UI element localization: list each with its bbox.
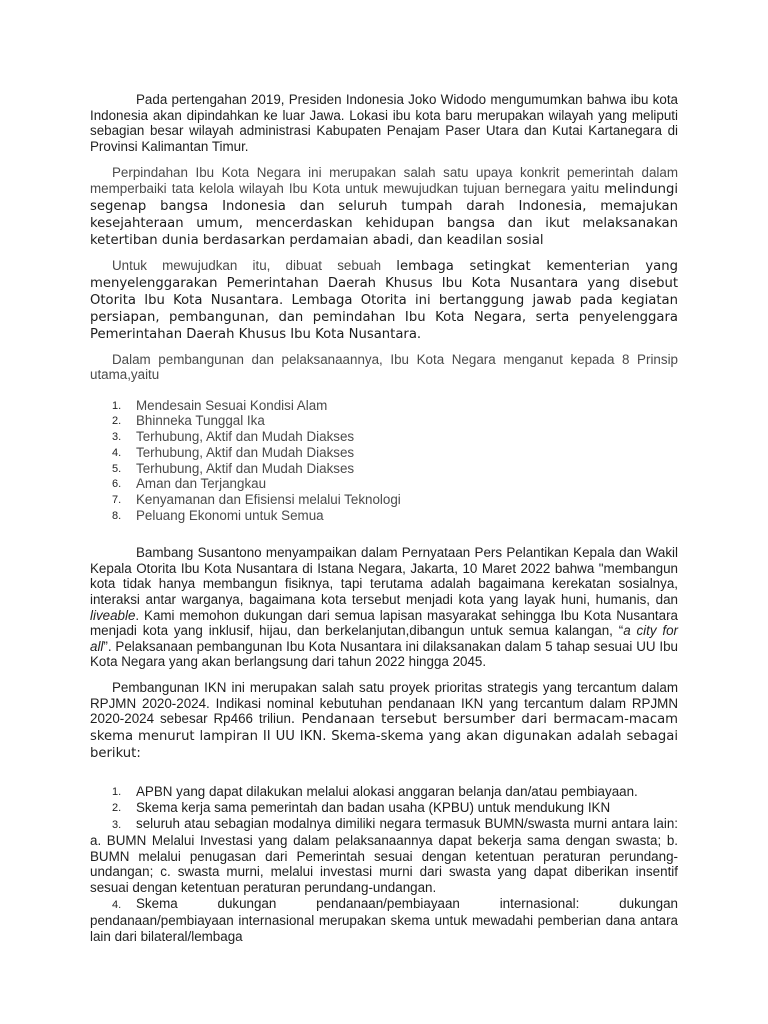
paragraph-otorita-body: lembaga setingkat kementerian yang menyelenggarakan Pemerintahan Daerah Khusus Ibu Kota Nusantara yang disebut Otorita Ibu Kota Nusantara. Lembaga Otorita ini bertanggung jawab pada kegiatan persiapan, pembangunan, dan pemindahan Ibu Kota Negara, serta penyelenggara Pemerintahan Daerah Khusus Ibu Kota Nusantara.	[90, 258, 678, 342]
principles-list	[90, 398, 678, 524]
list-item	[90, 508, 678, 524]
list-text: Bhinneka Tunggal Ika	[136, 413, 265, 429]
schemes-list	[90, 784, 678, 944]
paragraph-perpindahan-text: Perpindahan Ibu Kota Negara ini merupakan salah satu upaya konkrit pemerintah dalam memperbaiki tata kelola wilayah Ibu Kota untuk mewujudkan tujuan bernegara yaitu	[90, 165, 678, 196]
list-text: Skema dukungan pendanaan/pembiayaan internasional: dukungan pendanaan/pembiayaan internasional merupakan skema untuk mewadahi pemberian dana antara lain dari bilateral/lembaga	[90, 895, 678, 944]
pembangunan-ikn-text: Pembangunan IKN ini merupakan salah satu proyek prioritas strategis yang tercantum dalam RPJMN 2020-2024. Indikasi nominal kebutuhan pendanaan IKN yang tercantum dalam RPJMN 2020-2024 sebesar Rp466 triliun	[90, 680, 678, 727]
list-text: Terhubung, Aktif dan Mudah Diakses	[136, 460, 355, 476]
list-text: Aman dan Terjangkau	[136, 476, 267, 492]
statement-part-1: Bambang Susantono menyampaikan dalam Pernyataan Pers Pelantikan Kepala dan Wakil Kepala Otorita Ibu Kota Nusantara di Istana Negara, Jakarta, 10 Maret 2022 bahwa "membangun kota tidak hanya membangun fisiknya, tapi terutama adalah bagaimana kerekatan sosialnya, interaksi antar warganya, bagaimana kota tersebut menjadi kota yang layak huni, humanis, dan	[90, 545, 678, 608]
list-number: 4.	[112, 446, 122, 459]
paragraph-otorita	[90, 258, 678, 343]
list-text: Skema kerja sama pemerintah dan badan usaha (KPBU) untuk mendukung IKN	[136, 799, 611, 815]
list-number: 2.	[112, 801, 122, 814]
list-number: 2.	[112, 415, 122, 428]
paragraph-otorita-intro: Untuk mewujudkan itu, dibuat sebuah	[112, 257, 397, 273]
list-item	[90, 429, 678, 445]
list-text: Kenyamanan dan Efisiensi melalui Teknologi	[136, 491, 401, 507]
list-number: 3.	[112, 431, 122, 444]
pembangunan-ikn-skema: . Pendanaan tersebut bersumber dari bermacam-macam skema menurut lampiran II UU IKN. Skema-skema yang akan digunakan adalah sebagai berikut:	[90, 712, 678, 762]
list-number: 3.	[112, 818, 122, 831]
list-text: Terhubung, Aktif dan Mudah Diakses	[136, 444, 355, 460]
list-item	[90, 445, 678, 461]
paragraph-perpindahan	[90, 165, 678, 249]
list-number: 4.	[112, 898, 122, 911]
list-item	[90, 816, 678, 896]
list-number: 7.	[112, 493, 122, 506]
statement-part-3: ”. Pelaksanaan pembangunan Ibu Kota Nusantara ini dilaksanakan dalam 5 tahap sesuai UU Ibu Kota Negara yang akan berlangsung dari tahun 2022 hingga 2045.	[90, 638, 678, 670]
list-number: 6.	[112, 478, 122, 491]
paragraph-bambang-statement	[90, 545, 678, 670]
list-item	[90, 492, 678, 508]
document-page	[90, 92, 678, 944]
list-item	[90, 413, 678, 429]
list-text: Peluang Ekonomi untuk Semua	[136, 507, 324, 523]
statement-part-2: . Kami memohon dukungan dari semua lapisan masyarakat sehingga Ibu Kota Nusantara menjadi kota yang inklusif, hijau, dan berkelanjutan,dibangun untuk semua kalangan, “	[90, 607, 678, 639]
list-item	[90, 896, 678, 945]
list-text: Mendesain Sesuai Kondisi Alam	[136, 397, 328, 413]
list-item	[90, 784, 678, 800]
list-text: seluruh atau sebagian modalnya dimiliki negara termasuk BUMN/swasta murni antara lain: a. BUMN Melalui Investasi yang dalam pelaksanaannya dapat bekerja sama dengan swasta; b. BUMN melalui penugasan dari Pemerintah sesuai dengan ketentuan peraturan perundang-undangan; c. swasta murni, melalui investasi murni dari swasta yang dapat diberikan insentif sesuai dengan ketentuan peraturan perundang-undangan.	[90, 815, 678, 895]
list-item	[90, 800, 678, 816]
list-text: APBN yang dapat dilakukan melalui alokasi anggaran belanja dan/atau pembiayaan.	[136, 784, 638, 800]
paragraph-pembangunan-ikn	[90, 680, 678, 762]
list-item	[90, 461, 678, 477]
paragraph-ibu-kota-announcement: Pada pertengahan 2019, Presiden Indonesia Joko Widodo mengumumkan bahwa ibu kota Indonesia akan dipindahkan ke luar Jawa. Lokasi ibu kota baru merupakan wilayah yang meliputi sebagian besar wilayah administrasi Kabupaten Penajam Paser Utara dan Kutai Kartanegara di Provinsi Kalimantan Timur.	[90, 92, 678, 154]
list-number: 5.	[112, 462, 122, 475]
list-number: 1.	[112, 399, 122, 412]
statement-liveable: liveable	[90, 607, 136, 623]
list-item	[90, 398, 678, 414]
list-number: 8.	[112, 509, 122, 522]
paragraph-perpindahan-goals: melindungi segenap bangsa Indonesia dan seluruh tumpah darah Indonesia, memajukan kesejahteraan umum, mencerdaskan kehidupan bangsa dan ikut melaksanakan ketertiban dunia berdasarkan perdamaian abadi, dan keadilan sosial	[90, 181, 678, 248]
list-item	[90, 476, 678, 492]
list-number: 1.	[112, 786, 122, 799]
list-text: Terhubung, Aktif dan Mudah Diakses	[136, 429, 355, 445]
paragraph-prinsip-intro: Dalam pembangunan dan pelaksanaannya, Ibu Kota Negara menganut kepada 8 Prinsip utama,yaitu	[90, 351, 678, 383]
statement-city-for-all: a city for all	[90, 623, 678, 654]
